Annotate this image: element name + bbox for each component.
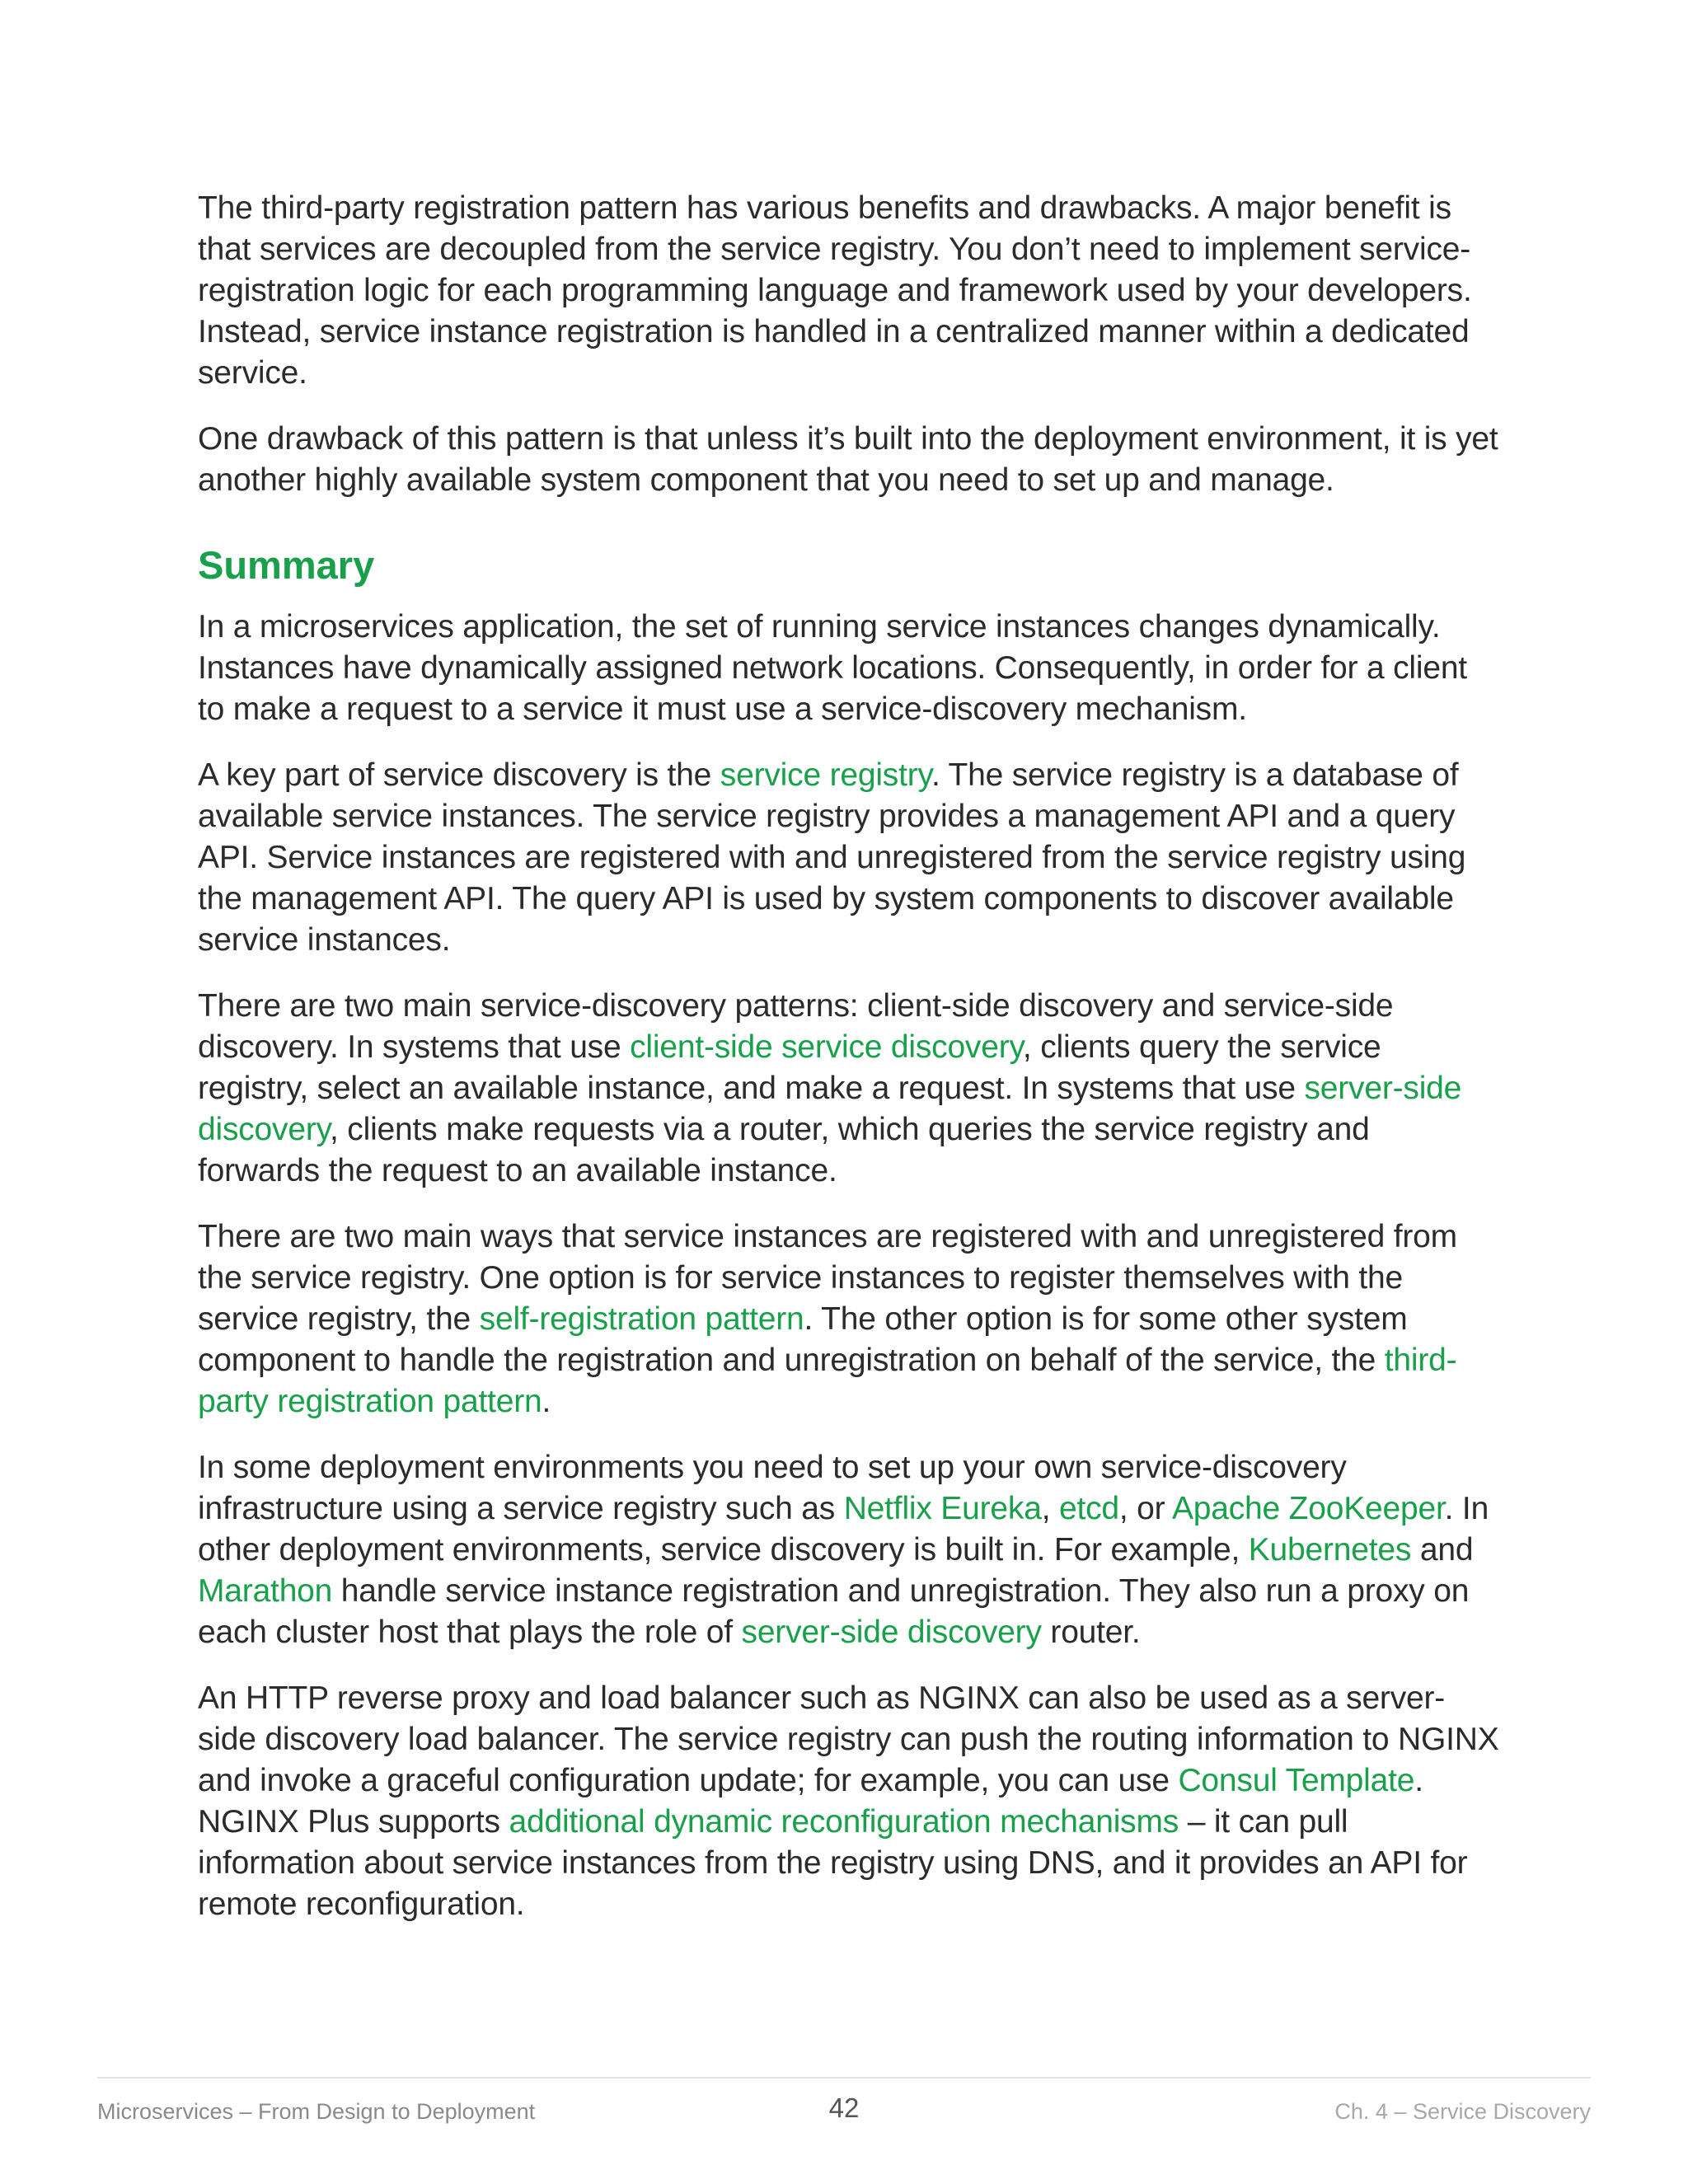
paragraph-text: , or [1118, 1491, 1172, 1526]
summary-section [198, 607, 1500, 1925]
paragraph-text: , clients make requests via a router, which queries the service registry and forwards the request to an available instance. [198, 1112, 1370, 1188]
paragraph-text: The third-party registration pattern has various benefits and drawbacks. A major benefit is that services are decoupled from the service registry. You don’t need to implement service-registration logic for each programming language and framework used by your developers. Instead, service instance registration is handled in a centralized manner within a dedicated service. [198, 190, 1472, 391]
paragraph-text: . The other option is for some other system component to handle the registration and unregistration on behalf of the service, the [198, 1301, 1408, 1378]
footer-book-title: Microservices – From Design to Deployment [97, 2099, 536, 2124]
footer-divider [97, 2077, 1591, 2079]
intro-section [198, 188, 1500, 501]
link-server-side-discovery[interactable]: server-side discovery [198, 1071, 1462, 1147]
paragraph [198, 1447, 1500, 1653]
paragraph [198, 419, 1500, 501]
link-kubernetes[interactable]: Kubernetes [1248, 1532, 1412, 1568]
paragraph-text: . NGINX Plus supports [198, 1763, 1423, 1840]
paragraph [198, 607, 1500, 730]
footer-chapter: Ch. 4 – Service Discovery [1334, 2099, 1591, 2124]
paragraph-text: router. [1041, 1615, 1141, 1650]
paragraph [198, 188, 1500, 394]
page-number: 42 [828, 2093, 860, 2123]
link-self-registration-pattern[interactable]: self-registration pattern [479, 1301, 804, 1337]
link-additional-dynamic-reconfiguration-mechanisms[interactable]: additional dynamic reconfiguration mechanisms [509, 1804, 1179, 1840]
paragraph-text: In a microservices application, the set of running service instances changes dynamically. Instances have dynamically assigned network locations. Consequently, in order for a client to make a request to a service it must use a service-discovery mechanism. [198, 609, 1467, 727]
summary-heading: Summary [198, 543, 375, 587]
paragraph-text: There are two main service-discovery patterns: client-side discovery and service-side discovery. In systems that use [198, 988, 1394, 1065]
page-content [198, 188, 1500, 1950]
paragraph [198, 986, 1500, 1192]
link-consul-template[interactable]: Consul Template [1178, 1763, 1415, 1798]
paragraph [198, 1216, 1500, 1422]
paragraph [198, 1678, 1500, 1925]
paragraph [198, 755, 1500, 961]
paragraph-text: , [1041, 1491, 1059, 1526]
paragraph-text: handle service instance registration and unregistration. They also run a proxy on each cluster host that plays the role of [198, 1573, 1470, 1650]
link-netflix-eureka[interactable]: Netflix Eureka [843, 1491, 1042, 1526]
paragraph-text: One drawback of this pattern is that unless it’s built into the deployment environment, it is yet another highly available system component that you need to set up and manage. [198, 421, 1498, 498]
paragraph-text: . In other deployment environments, service discovery is built in. For example, [198, 1491, 1489, 1568]
paragraph-text: , clients query the service registry, select an available instance, and make a request. In systems that use [198, 1029, 1381, 1106]
link-marathon[interactable]: Marathon [198, 1573, 333, 1609]
link-apache-zookeeper[interactable]: Apache ZooKeeper [1171, 1491, 1445, 1526]
link-etcd[interactable]: etcd [1058, 1491, 1119, 1526]
link-third-party-registration-pattern[interactable]: third-party registration pattern [198, 1343, 1457, 1419]
link-service-registry[interactable]: service registry [720, 757, 931, 793]
paragraph-text: An HTTP reverse proxy and load balancer such as NGINX can also be used as a server-side discovery load balancer. The service registry can push the routing information to NGINX and invoke a graceful configuration update; for example, you can use [198, 1680, 1499, 1798]
link-client-side-service-discovery[interactable]: client-side service discovery [630, 1029, 1023, 1065]
paragraph-text: A key part of service discovery is the [198, 757, 720, 793]
paragraph-text: . [542, 1384, 551, 1419]
paragraph-text: and [1411, 1532, 1474, 1568]
paragraph-text: . The service registry is a database of available service instances. The service registry provides a management API and a query API. Service instances are registered with and unregistered from the service registry using the management API. The query API is used by system components to discover available service instances. [198, 757, 1466, 958]
paragraph-text: – it can pull information about service instances from the registry using DNS, and it provides an API for remote reconfiguration. [198, 1804, 1468, 1922]
page-footer [97, 2093, 1591, 2130]
paragraph-text: There are two main ways that service instances are registered with and unregistered from the service registry. One option is for service instances to register themselves with the service registry, the [198, 1219, 1457, 1337]
link-server-side-discovery-router[interactable]: server-side discovery [741, 1615, 1042, 1650]
paragraph-text: In some deployment environments you need to set up your own service-discovery infrastructure using a service registry such as [198, 1450, 1347, 1526]
